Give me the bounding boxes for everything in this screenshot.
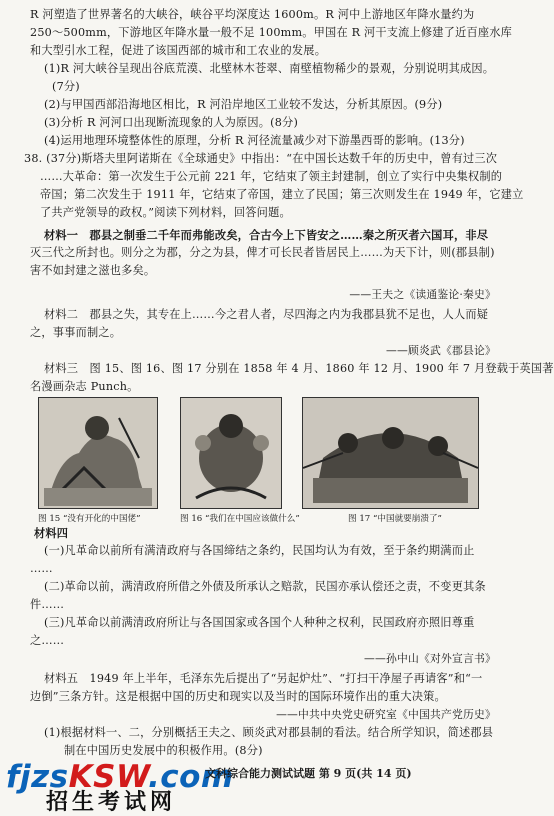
paragraph-line: 250～500mm，下游地区年降水量一般不足 100mm。甲国在 R 河干支流上修建了近百座水库 — [30, 26, 513, 39]
site-logo-subtitle: 招生考试网 — [46, 789, 177, 815]
footer — [0, 757, 523, 815]
site-logo: fjzsKSW.com — [6, 759, 234, 795]
material-4-item-1: (一)凡革命以前所有满清政府与各国缔结之条约，民国均认为有效，至于条约期满而止 — [44, 544, 475, 557]
paragraph-line: R 河塑造了世界著名的大峡谷，峡谷平均深度达 1600m。R 河中上游地区年降水量约为 — [30, 8, 475, 21]
question-2: (2)与甲国西部沿海地区相比，R 河沿岸地区工业较不发达，分析其原因。(9分) — [44, 98, 443, 111]
material-4-item-2: (二)革命以前，满清政府所借之外债及所承认之赔款，民国亦承认偿还之责，不变更其条 — [44, 580, 486, 593]
figure-17-cartoon — [302, 397, 479, 509]
paragraph-line: 名漫画杂志 Punch。 — [30, 380, 139, 393]
paragraph-line: 之…… — [30, 634, 65, 647]
question-3: (3)分析 R 河河口出现断流现象的人为原因。(8分) — [44, 116, 299, 129]
paragraph-line: 和大型引水工程，促进了该国西部的城市和工农业的发展。 — [30, 44, 327, 57]
question-1: (1)R 河大峡谷呈现出谷底荒漠、北壁林木苍翠、南壁植物稀少的景观，分别说明其成因。 — [44, 62, 495, 75]
paragraph-line: 了共产党领导的政权。”阅读下列材料，回答问题。 — [40, 206, 291, 219]
material-5-source: ——中共中央党史研究室《中国共产党历史》 — [276, 708, 496, 721]
question-38: 38. (37分)斯塔夫里阿诺斯在《全球通史》中指出：“在中国长达数千年的历史中，曾有过三次 — [24, 152, 498, 165]
paragraph-line: 帝国；第二次发生于 1911 年，它结束了帝国，建立了民国；第三次则发生在 1949 年，它建立 — [40, 188, 524, 201]
material-2: 材料二 郡县之失，其专在上……今之君人者，尽四海之内为我郡县犹不足也，人人而疑 — [44, 308, 489, 321]
question-4: (4)运用地理环境整体性的原理，分析 R 河径流量减少对下游墨西哥的影响。(13分) — [44, 134, 465, 147]
figure-15-caption: 图 15 “没有开化的中国佬” — [38, 514, 141, 524]
figure-16-caption: 图 16 “我们在中国应该做什么” — [180, 514, 300, 524]
paragraph-line: 制在中国历史发展中的积极作用。(8分) — [64, 744, 263, 757]
figure-17-caption: 图 17 “中国就要崩溃了” — [348, 514, 442, 524]
question-1-score: (7分) — [52, 80, 80, 93]
paragraph-line: …… — [30, 562, 53, 575]
material-1: 材料一 郡县之制垂二千年而弗能改矣，合古今上下皆安之……秦之所灭者六国耳，非尽 — [44, 228, 489, 242]
material-1-source: ——王夫之《读通鉴论·秦史》 — [349, 288, 496, 301]
material-4-item-3: (三)凡革命以前满清政府所让与各国国家或各国个人种种之权利，民国政府亦照旧尊重 — [44, 616, 475, 629]
answer-question-1: (1)根据材料一、二，分别概括王夫之、顾炎武对郡县制的看法。结合所学知识，简述郡县 — [44, 726, 494, 739]
material-2-source: ——顾炎武《郡县论》 — [386, 344, 496, 357]
figure-16-cartoon — [180, 397, 282, 509]
paragraph-line: 灭三代之所封也。则分之为郡，分之为县，俾才可长民者皆居民上……为天下计，则(郡县制) — [30, 246, 495, 259]
material-4-title: 材料四 — [34, 526, 69, 540]
paragraph-line: 之，事事而制之。 — [30, 326, 122, 339]
page-number: 文科综合能力测试试题 第 9 页(共 14 页) — [205, 767, 412, 780]
paragraph-line: 害不如封建之滋也多矣。 — [30, 264, 156, 277]
material-5: 材料五 1949 年上半年，毛泽东先后提出了“另起炉灶”、“打扫干净屋子再请客”和“一 — [44, 672, 483, 685]
material-3: 材料三 图 15、图 16、图 17 分别在 1858 年 4 月、1860 年 12 月、1900 年 7 月登载于英国著 — [44, 362, 554, 375]
paragraph-line: 边倒”三条方针。这是根据中国的历史和现实以及当时的国际环境作出的重大决策。 — [30, 690, 446, 703]
paragraph-line: ……大革命：第一次发生于公元前 221 年，它结束了领主封建制，创立了实行中央集权制的 — [40, 170, 503, 183]
figure-row — [30, 397, 500, 537]
paragraph-line: 件…… — [30, 598, 65, 611]
material-4-source: ——孙中山《对外宣言书》 — [364, 652, 496, 665]
figure-15-cartoon — [38, 397, 158, 509]
